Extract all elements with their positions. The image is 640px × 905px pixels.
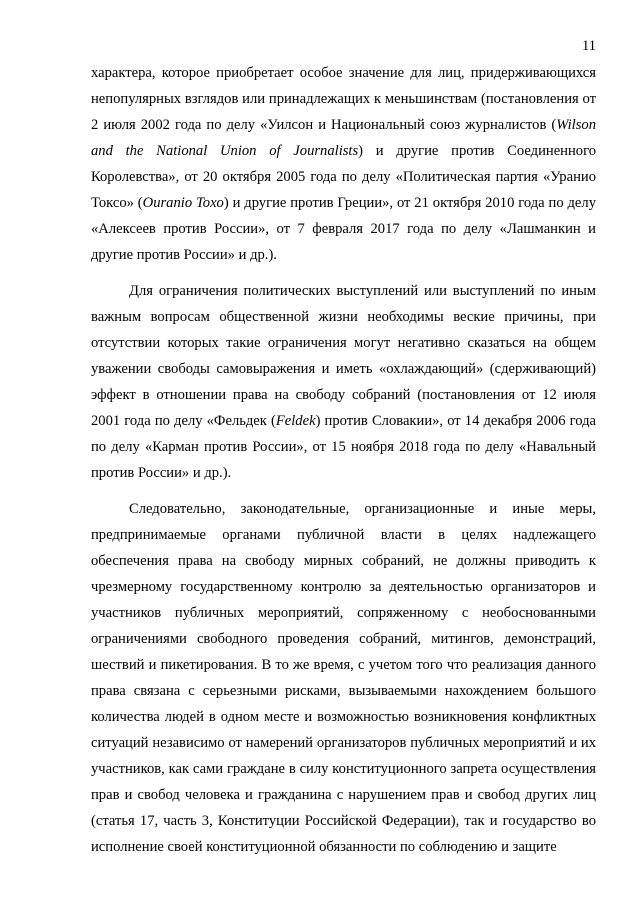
text-span: Для ограничения политических выступлений или выступлений по иным важным вопросам общественной жизни необходимы веские причины, при отсутствии которых такие ограничения могут негативно сказаться на общем уважении свободы самовыражения и иметь «охлаждающий» (сдерживающий) эффект в отношении права на свободу собраний (постановления от 12 июля 2001 года по делу «Фельдек ( [91,283,596,429]
text-span: ) против Словакии», от 14 декабря 2006 года по делу «Карман против России», от 15 ноября 2018 года по делу «Навальный против России» и др.). [91,413,597,481]
italic-case-name: Wilson and the National Union of Journalists [91,117,596,159]
page-number: 11 [582,38,596,54]
text-span: Следовательно, законодательные, организационные и иные меры, предпринимаемые органами публичной власти в целях надлежащего обеспечения права на свободу мирных собраний, не должны приводить к чрезмерному государственному контролю за деятельностью организаторов и участников публичных мероприятий, сопряженному с необоснованными ограничениями свободного проведения собраний, митингов, демонстраций, шествий и пикетирования. В то же время, с учетом того что реализация данного права связана с серьезными рисками, вызываемыми нахождением большого количества людей в одном месте и возможностью возникновения конфликтных ситуаций независимо от намерений организаторов публичных мероприятий и их участников, как сами граждане в силу конституционного запрета осуществления прав и свобод человека и гражданина с нарушением прав и свобод других лиц (статья 17, часть 3, Конституции Российской Федерации), так и государство во исполнение своей конституционной обязанности по соблюдению и защите [91,501,596,855]
paragraph-3 [91,496,596,860]
italic-case-name: Feldek [275,413,316,429]
text-span: ) и другие против Греции», от 21 октября 2010 года по делу «Алексеев против России», от 7 февраля 2017 года по делу «Лашманкин и другие против России» и др.). [91,195,596,263]
text-span: ) и другие против Соединенного Королевства», от 20 октября 2005 года по делу «Политическая партия «Уранио Токсо» ( [91,143,597,211]
text-span: характера, которое приобретает особое значение для лиц, придерживающихся непопулярных взглядов или принадлежащих к меньшинствам (постановления от 2 июля 2002 года по делу «Уилсон и Национальный союз журналистов ( [91,65,596,133]
document-body [91,60,596,860]
italic-case-name: Ouranio Toxo [142,195,224,211]
paragraph-1 [91,60,596,268]
paragraph-2 [91,278,596,486]
